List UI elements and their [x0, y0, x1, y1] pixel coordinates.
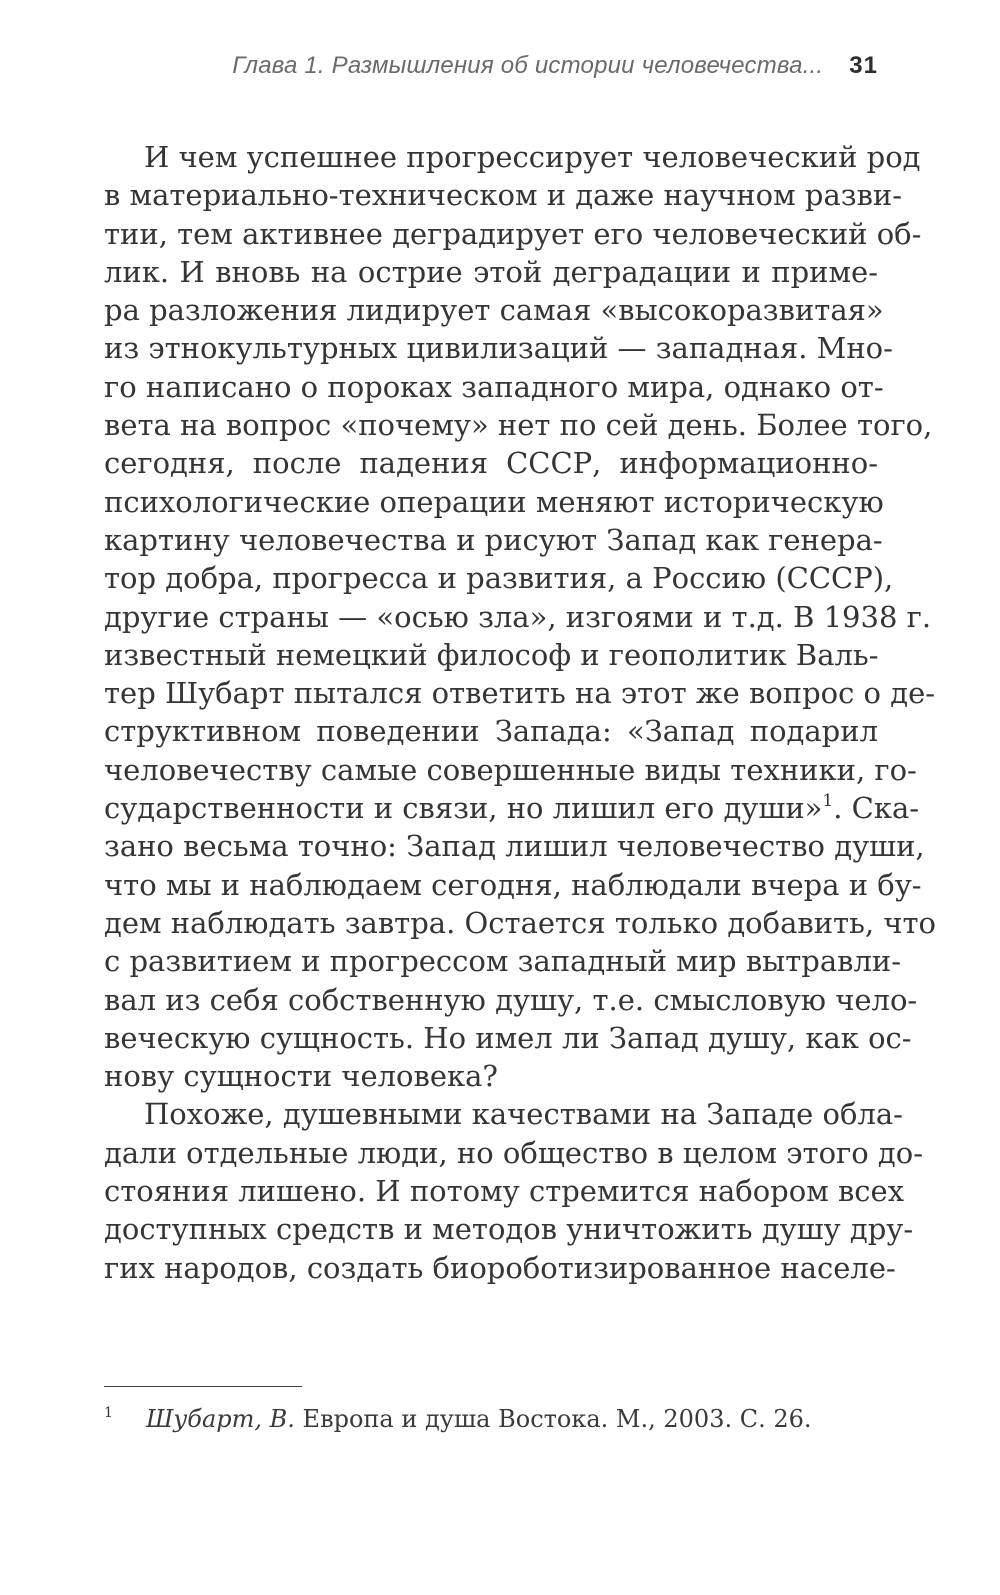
text-line: вал из себя собственную душу, т.е. смысловую чело-	[104, 982, 918, 1017]
footnote-number: 1	[104, 1405, 113, 1421]
text-line: тии, тем активнее деградирует его человеческий об-	[104, 216, 922, 251]
text-line: лик. И вновь на острие этой деградации и приме-	[104, 254, 878, 289]
text-line: известный немецкий философ и геополитик Валь-	[104, 637, 879, 672]
footnote-author: Шубарт, В.	[146, 1405, 295, 1433]
text-line: вета на вопрос «почему» нет по сей день. Более того,	[104, 408, 933, 443]
footnote-divider	[104, 1386, 302, 1387]
page-number: 31	[849, 52, 878, 79]
running-header	[0, 52, 878, 80]
text-line: тор добра, прогресса и развития, а Россию (СССР),	[104, 561, 894, 596]
text-line: веческую сущность. Но имел ли Запад душу, как ос-	[104, 1020, 912, 1055]
text-segment: . Ска-	[833, 791, 920, 826]
text-line: дем наблюдать завтра. Остается только добавить, что	[104, 905, 936, 940]
text-line: гих народов, создать биороботизированное населе-	[104, 1250, 896, 1285]
text-line: зано весьма точно: Запад лишил человечество души,	[104, 829, 925, 864]
text-line: Похоже, душевными качествами на Западе обла-	[144, 1097, 903, 1132]
footnote-reference[interactable]: 1	[822, 791, 834, 812]
text-line: в материально-техническом и даже научном разви-	[104, 178, 903, 213]
text-line: структивном поведении Запада: «Запад подарил	[104, 714, 878, 749]
main-text	[104, 138, 936, 1287]
text-line: человечеству самые совершенные виды техники, го-	[104, 752, 917, 787]
chapter-title: Глава 1. Размышления об истории человечества...	[232, 52, 824, 79]
footnote-text: Европа и душа Востока. М., 2003. С. 26.	[294, 1405, 812, 1433]
text-line: доступных средств и методов уничтожить душу дру-	[104, 1212, 914, 1247]
text-line: с развитием и прогрессом западный мир вытравли-	[104, 944, 902, 979]
text-line: что мы и наблюдаем сегодня, наблюдали вчера и бу-	[104, 867, 922, 902]
text-line-with-footnote-ref	[104, 789, 920, 827]
text-line: тер Шубарт пытался ответить на этот же вопрос о де-	[104, 676, 936, 711]
footnote	[104, 1405, 878, 1433]
text-line: картину человечества и рисуют Запад как генера-	[104, 522, 883, 557]
text-line: из этнокультурных цивилизаций — западная. Мно-	[104, 331, 893, 366]
paragraph-2	[104, 1095, 924, 1286]
text-line: сегодня, после падения СССР, информационно-	[104, 446, 878, 481]
text-line: другие страны — «осью зла», изгоями и т.д. В 1938 г.	[104, 599, 932, 634]
text-line: И чем успешнее прогрессирует человеческий род	[144, 140, 921, 174]
text-line: стояния лишено. И потому стремится набором всех	[104, 1174, 905, 1209]
text-segment: сударственности и связи, но лишил его души»	[104, 791, 823, 826]
text-line: дали отдельные люди, но общество в целом этого до-	[104, 1135, 924, 1170]
text-line: нову сущности человека?	[104, 1059, 498, 1094]
text-line: го написано о пороках западного мира, однако от-	[104, 369, 884, 404]
text-line: ра разложения лидирует самая «высокоразвитая»	[104, 293, 884, 328]
paragraph-1	[104, 138, 936, 1095]
text-line: психологические операции меняют историческую	[104, 484, 884, 519]
